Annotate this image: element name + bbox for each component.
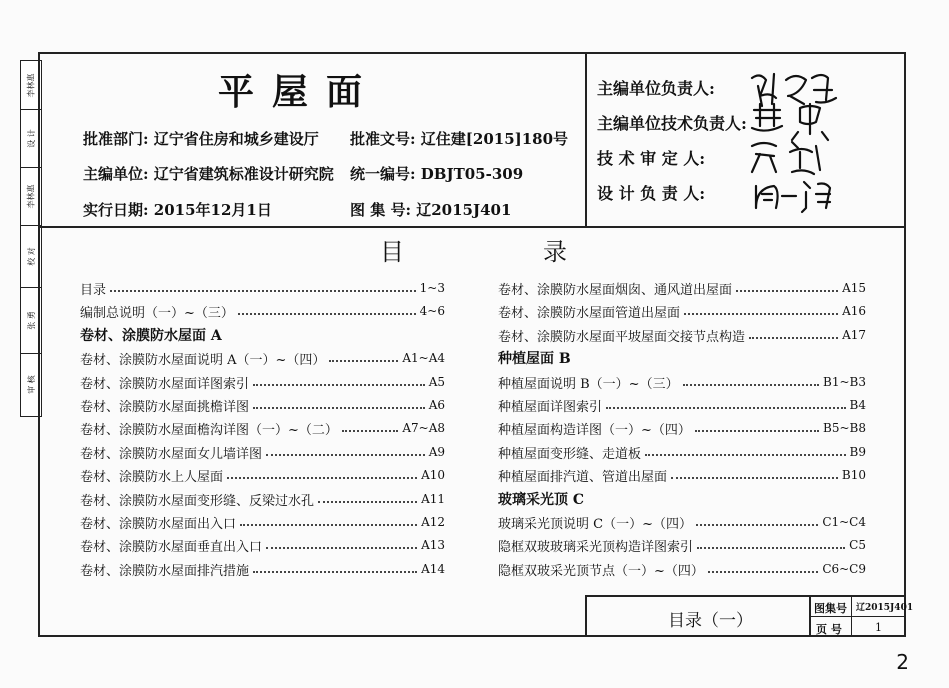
editor-unit-label: 主编单位:: [83, 165, 149, 183]
toc-leader-dots: [606, 407, 846, 409]
toc-entry-label: 卷材、涂膜防水屋面女儿墙详图: [80, 446, 263, 462]
editor-unit-value: 辽宁省建筑标准设计研究院: [153, 165, 334, 183]
effective-date: [83, 199, 272, 220]
toc-entry-label: 卷材、涂膜防水屋面挑檐详图: [80, 399, 250, 415]
toc-entry-label: 种植屋面详图索引: [498, 399, 603, 415]
toc-entry-label: 编制总说明（一）~（三）: [80, 305, 234, 321]
toc-entry-page: C6~C9: [822, 562, 866, 576]
toc-entry: [80, 301, 445, 321]
signoff-name: 张 勇: [26, 310, 36, 330]
toc-entry-page: B10: [841, 468, 866, 482]
toc-entry-label: 卷材、涂膜防水屋面垂直出入口: [80, 539, 263, 555]
toc-entry: [80, 418, 445, 438]
toc-title-right: 录: [543, 238, 567, 266]
unit-tech-head-label: 主编单位技术负责人:: [597, 114, 747, 133]
signoff-role: 审 核: [26, 374, 36, 394]
title-block-top-line: [585, 595, 906, 597]
toc-entry-label: 隐框双玻玻璃采光顶构造详图索引: [498, 539, 694, 555]
toc-entry-page: B1~B3: [823, 375, 866, 389]
header-divider: [585, 52, 587, 228]
toc-entry-label: 卷材、涂膜防水上人屋面: [80, 469, 224, 485]
toc-leader-dots: [342, 430, 398, 432]
toc-leader-dots: [266, 547, 417, 549]
approve-dept-label: 批准部门:: [83, 130, 149, 148]
toc-entry-page: B5~B8: [823, 421, 866, 435]
toc-left-column: [80, 278, 445, 578]
page-title: 平屋面: [218, 71, 381, 113]
unified-no-value: DBJT05-309: [420, 165, 524, 183]
unified-no: [350, 163, 523, 184]
toc-entry: [498, 465, 866, 485]
page-number: 2: [896, 650, 909, 674]
toc-entry: [498, 372, 866, 392]
toc-entry-page: A15: [842, 281, 866, 295]
approve-doc-label: 批准文号:: [350, 130, 416, 148]
toc-entry-label: 种植屋面变形缝、走道板: [498, 446, 642, 462]
toc-leader-dots: [695, 430, 819, 432]
page-no-cell-value: 1: [875, 621, 882, 634]
toc-entry: [498, 559, 866, 579]
toc-entry-page: 4~6: [419, 304, 445, 318]
toc-entry: [498, 325, 866, 345]
toc-entry-page: C1~C4: [822, 515, 866, 529]
toc-leader-dots: [318, 501, 417, 503]
toc-entry-page: A9: [428, 445, 445, 459]
toc-entry: [498, 535, 866, 555]
toc-leader-dots: [329, 360, 398, 362]
toc-entry-label: 卷材、涂膜防水屋面出入口: [80, 516, 237, 532]
toc-leader-dots: [266, 454, 425, 456]
toc-entry: [80, 535, 445, 555]
toc-entry: [498, 512, 866, 532]
toc-entry-label: 种植屋面说明 B（一）~（三）: [498, 376, 679, 392]
toc-entry-page: A14: [421, 562, 445, 576]
toc-entry-page: B4: [849, 398, 866, 412]
toc-entry: [498, 418, 866, 438]
toc-leader-dots: [110, 290, 416, 292]
toc-entry: [498, 442, 866, 462]
toc-leader-dots: [749, 337, 838, 339]
title-block-mid-line: [809, 616, 906, 617]
toc-entry-label: 种植屋面构造详图（一）~（四）: [498, 422, 691, 438]
toc-entry-page: A1~A4: [402, 351, 445, 365]
toc-entry-label: 卷材、涂膜防水屋面平坡屋面交接节点构造: [498, 329, 746, 345]
unit-head-label: 主编单位负责人:: [597, 79, 715, 98]
toc-entry: [80, 512, 445, 532]
design-head-label: 设 计 负 责 人:: [597, 184, 706, 203]
toc-entry: [498, 395, 866, 415]
toc-leader-dots: [683, 384, 819, 386]
toc-title-left: 目: [380, 238, 404, 266]
page-no-cell-label: 页 号: [816, 623, 842, 636]
toc-entry: [80, 442, 445, 462]
toc-entry-page: A7~A8: [402, 421, 445, 435]
toc-leader-dots: [253, 571, 417, 573]
approve-doc-value: 辽住建[2015]180号: [420, 130, 569, 148]
toc-entry-label: 卷材、涂膜防水屋面变形缝、反梁过水孔: [80, 493, 315, 509]
toc-section-heading: 玻璃采光顶 C: [498, 492, 585, 508]
toc-leader-dots: [708, 571, 818, 573]
toc-leader-dots: [645, 454, 846, 456]
toc-entry: [80, 489, 445, 509]
toc-entry-label: 玻璃采光顶说明 C（一）~（四）: [498, 516, 692, 532]
toc-leader-dots: [240, 524, 417, 526]
toc-entry: [498, 278, 866, 298]
toc-entry-label: 种植屋面排汽道、管道出屋面: [498, 469, 668, 485]
atlas-no-cell-label: 图集号: [814, 602, 847, 615]
approve-dept-value: 辽宁省住房和城乡建设厅: [153, 130, 319, 148]
toc-entry-page: 1~3: [419, 281, 445, 295]
toc-section-heading: 种植屋面 B: [498, 351, 571, 367]
atlas-no-cell-value: 辽2015J401: [856, 603, 914, 613]
toc-entry: [80, 372, 445, 392]
toc-leader-dots: [684, 313, 838, 315]
toc-entry-page: A5: [428, 375, 445, 389]
toc-leader-dots: [736, 290, 838, 292]
toc-leader-dots: [697, 547, 845, 549]
toc-entry-page: A10: [421, 468, 445, 482]
toc-entry-page: A6: [428, 398, 445, 412]
toc-entry-page: B9: [849, 445, 866, 459]
toc-entry-label: 卷材、涂膜防水屋面排汽措施: [80, 563, 250, 579]
toc-entry-page: C5: [849, 538, 866, 552]
atlas-no-value: 辽2015J401: [416, 201, 512, 219]
sheet-title: 目录（一）: [668, 611, 753, 631]
toc-entry-label: 卷材、涂膜防水屋面说明 A（一）~（四）: [80, 352, 326, 368]
signoff-name: 李林惠: [26, 184, 36, 208]
effective-date-value: 2015年12月1日: [153, 201, 272, 219]
tech-reviewer-label: 技 术 审 定 人:: [597, 149, 706, 168]
toc-leader-dots: [253, 384, 425, 386]
toc-entry-page: A12: [421, 515, 445, 529]
signoff-name: 李林惠: [26, 73, 36, 97]
toc-entry-page: A17: [842, 328, 866, 342]
toc-leader-dots: [238, 313, 416, 315]
effective-date-label: 实行日期:: [83, 201, 149, 219]
toc-entry: [80, 395, 445, 415]
approve-doc: [350, 128, 568, 149]
toc-leader-dots: [696, 524, 818, 526]
toc-entry-label: 隐框双玻采光顶节点（一）~（四）: [498, 563, 704, 579]
toc-entry: [80, 348, 445, 368]
toc-entry-label: 卷材、涂膜防水屋面檐沟详图（一）~（二）: [80, 422, 338, 438]
toc-entry-page: A16: [842, 304, 866, 318]
toc-entry: [80, 278, 445, 298]
toc-leader-dots: [671, 477, 838, 479]
toc-entry-label: 卷材、涂膜防水屋面管道出屋面: [498, 305, 681, 321]
atlas-no: [350, 199, 511, 220]
header-bottom-line: [38, 226, 906, 228]
toc-entry: [80, 559, 445, 579]
toc-entry-page: A11: [421, 492, 445, 506]
toc-entry: [498, 301, 866, 321]
atlas-no-label: 图 集 号:: [350, 201, 411, 219]
toc-right-column: [498, 278, 866, 578]
toc-leader-dots: [227, 477, 417, 479]
signoff-role: 设 计: [26, 128, 36, 148]
toc-entry-label: 卷材、涂膜防水屋面详图索引: [80, 376, 250, 392]
toc-entry: [80, 465, 445, 485]
toc-entry-label: 卷材、涂膜防水屋面烟囱、通风道出屋面: [498, 282, 733, 298]
signoff-role: 校 对: [26, 246, 36, 266]
title-block-left-line: [585, 595, 587, 637]
unified-no-label: 统一编号:: [350, 165, 416, 183]
toc-entry-label: 目录: [80, 282, 107, 298]
editor-unit: [83, 163, 334, 184]
toc-section-heading: 卷材、涂膜防水屋面 A: [80, 328, 222, 344]
approve-dept: [83, 128, 319, 149]
toc-leader-dots: [253, 407, 425, 409]
toc-entry-page: A13: [421, 538, 445, 552]
